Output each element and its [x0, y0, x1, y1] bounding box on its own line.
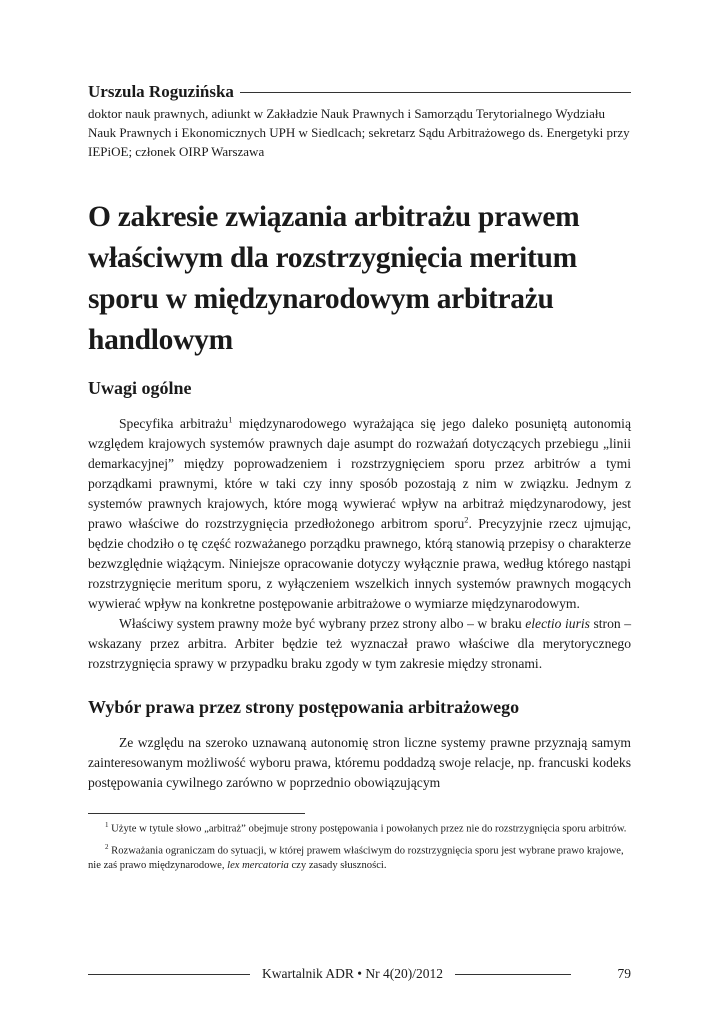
footnote-separator — [88, 813, 305, 814]
footnote-1 — [88, 818, 631, 837]
paragraph-text: Właściwy system prawny może być wybrany przez strony albo – w braku — [119, 616, 526, 631]
author-header — [88, 82, 631, 102]
footnote-text: czy zasady słuszności. — [288, 860, 387, 872]
footnote-ref-1[interactable]: 1 — [228, 414, 233, 425]
footer-rule-right — [455, 974, 571, 975]
paragraph-text: międzynarodowego wyrażająca się jego daleko posuniętą autonomią względem krajowych systemów prawnych daje asumpt do rozważań dotyczących przebiegu „linii demarkacyjnej” między poprowadzeniem i rozstrzygnięciem sporu przez arbitrów a tymi porządkami prawnymi, które w taki czy inny sposób pozostają z nim w związku. Jednym z systemów prawnych krajowych, które mogą wywierać wpływ na arbitraż międzynarodowy, jest prawo właściwe do rozstrzygnięcia przedłożonego arbitrom sporu — [88, 416, 631, 531]
author-name: Urszula Roguzińska — [88, 82, 234, 101]
paragraph-text: stron – wskazany przez arbitra. Arbiter będzie też wyznaczał prawo właściwe dla merytorycznego rozstrzygnięcia sprawy w przypadku braku zgody w tym zakresie między stronami. — [88, 616, 631, 671]
italic-term: electio iuris — [525, 616, 590, 631]
footnote-text: Rozważania ograniczam do sytuacji, w której prawem właściwym do rozstrzygnięcia sporu jest wybrane prawo krajowe, nie zaś prawo międzynarodowe, — [88, 845, 624, 872]
footnote-ref-2[interactable]: 2 — [464, 514, 469, 525]
author-rule-divider — [240, 92, 631, 93]
paragraph-text: . Precyzyjnie rzecz ujmując, będzie chodziło o tę część rozważanego porządku prawnego, którą stanowią przepisy o charakterze bezwzględnie wiążącym. Niniejsze opracowanie dotyczy wyłącznie prawa, według którego nastąpi rozstrzygnięcie meritum sporu, z wyłączeniem wszelkich innych systemów prawnych mogących wywierać wpływ na konkretne postępowanie arbitrażowe o wymiarze międzynarodowym. — [88, 516, 631, 611]
footnote-number: 2 — [105, 843, 109, 852]
italic-term: lex mercatoria — [227, 860, 289, 872]
paragraph-text: Specyfika arbitrażu — [119, 416, 229, 431]
footer-rule-left — [88, 974, 250, 975]
section-heading-general-remarks: Uwagi ogólne — [88, 378, 192, 398]
article-title: O zakresie związania arbitrażu prawem właściwym dla rozstrzygnięcia meritum sporu w międzynarodowym arbitrażu handlowym — [88, 201, 580, 356]
body-paragraph — [88, 614, 631, 674]
footnote-number: 1 — [105, 821, 109, 829]
footnote-text: Użyte w tytule słowo „arbitraż” obejmuje strony postępowania i powołanych przez nie do rozstrzygnięcia sporu arbitrów. — [108, 823, 627, 835]
article-page — [88, 82, 631, 874]
page-footer — [88, 966, 631, 982]
section-heading-choice-of-law: Wybór prawa przez strony postępowania arbitrażowego — [88, 697, 520, 717]
journal-citation: Kwartalnik ADR • Nr 4(20)/2012 — [262, 966, 443, 981]
body-paragraph: Ze względu na szeroko uznawaną autonomię stron liczne systemy prawne przyznają samym zainteresowanym możliwość wyboru prawa, któremu poddadzą swoje relacje, np. francuski kodeks postępowania cywilnego zarówno w poprzednio obowiązującym — [88, 735, 631, 790]
author-affiliation: doktor nauk prawnych, adiunkt w Zakładzie Nauk Prawnych i Samorządu Terytorialnego Wydziału Nauk Prawnych i Ekonomicznych UPH w Siedlcach; sekretarz Sądu Arbitrażowego ds. Energetyki przy IEPiOE; członek OIRP Warszawa — [88, 106, 630, 159]
body-paragraph — [88, 414, 631, 614]
footnote-2 — [88, 840, 631, 874]
page-number: 79 — [617, 966, 631, 981]
